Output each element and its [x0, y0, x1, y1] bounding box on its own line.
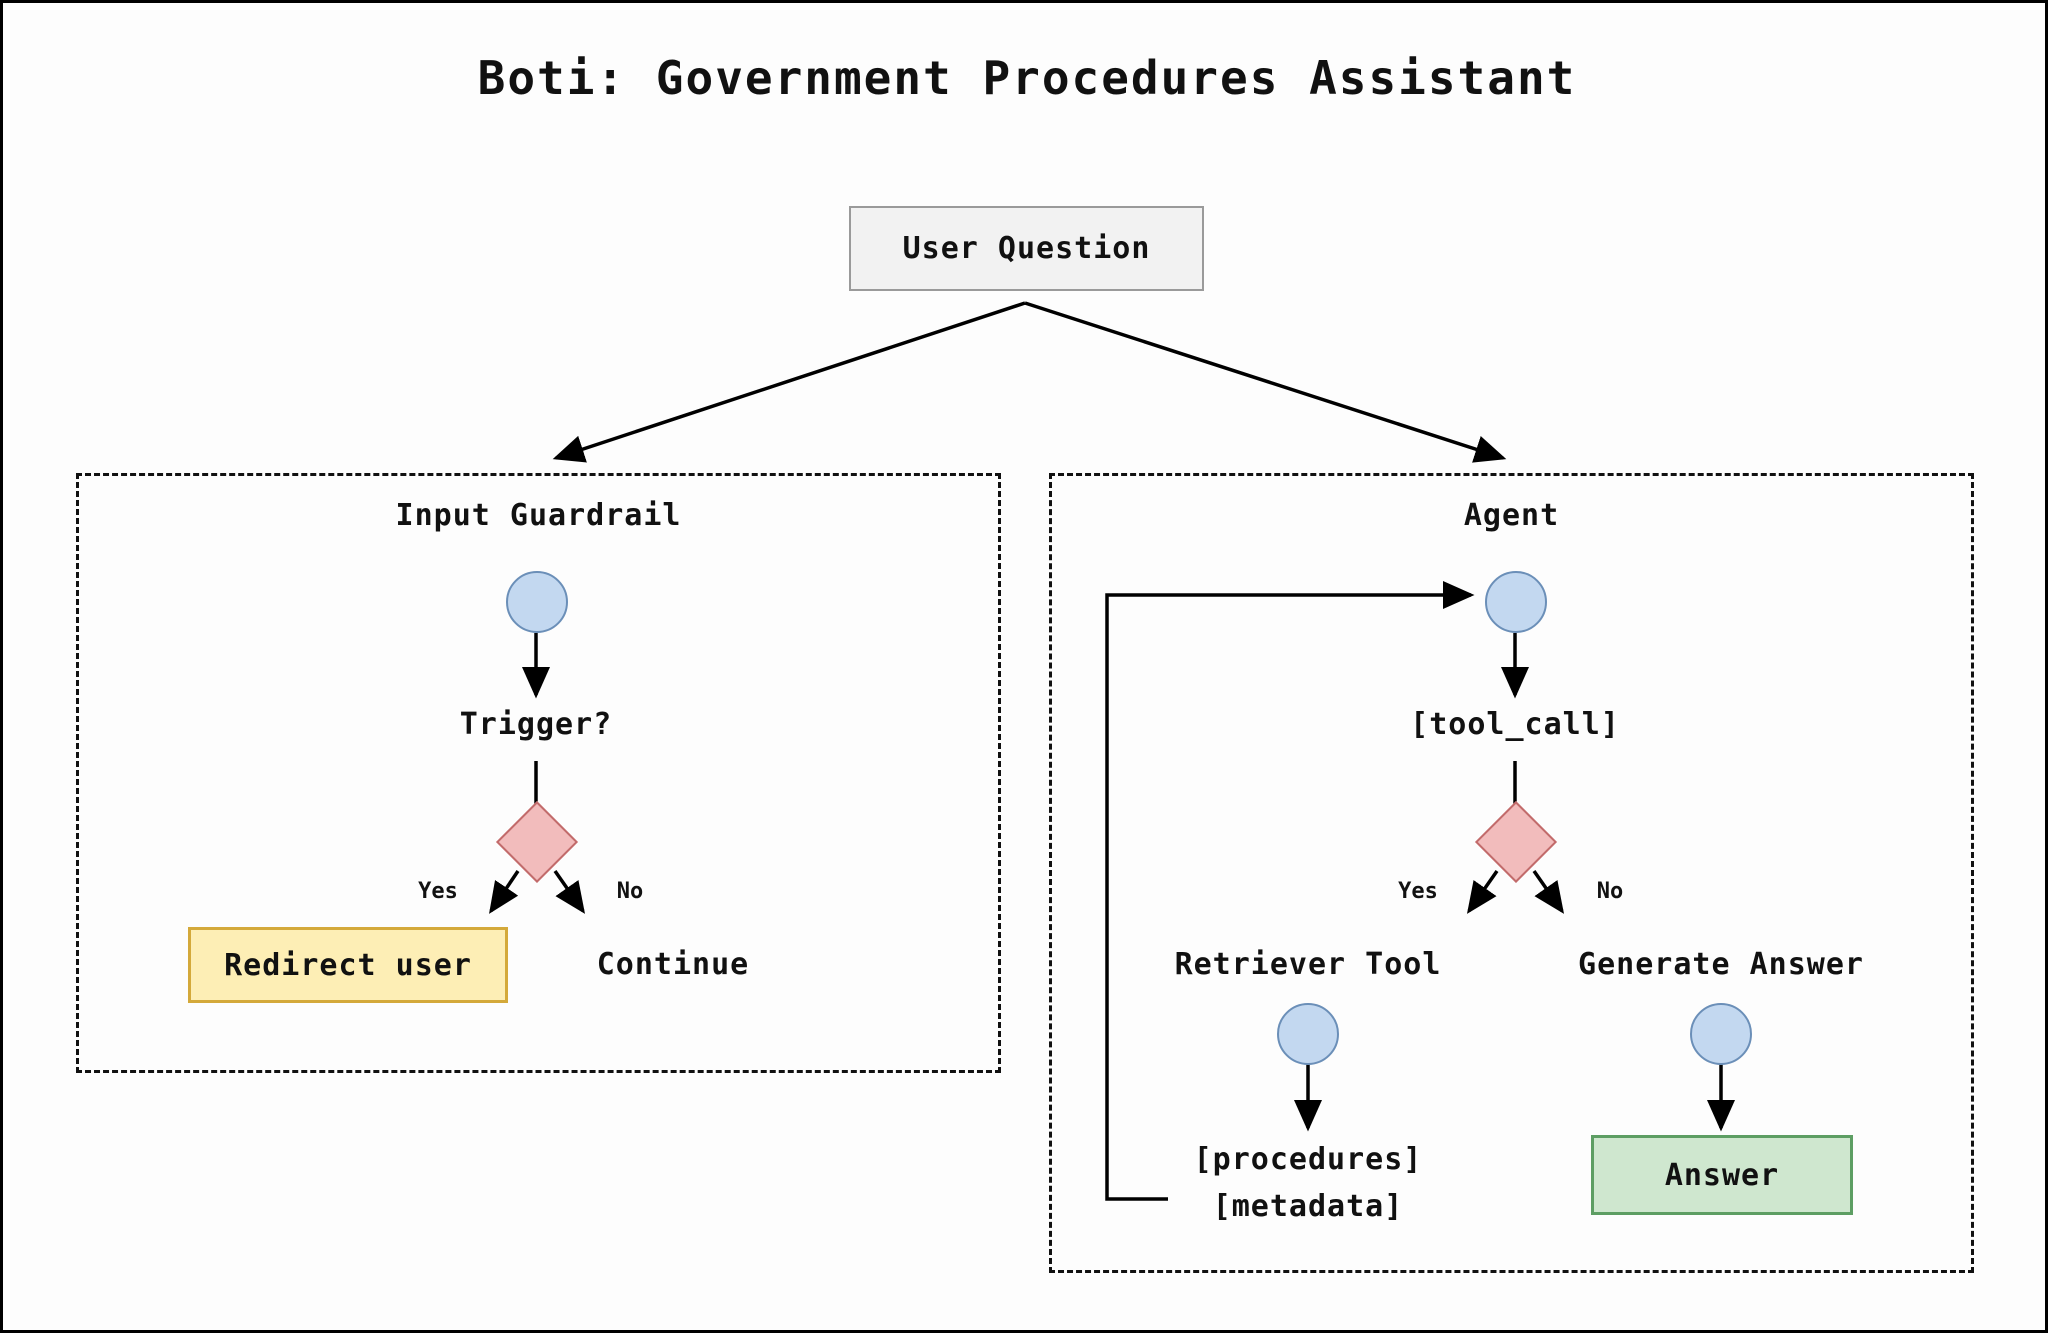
- node-answer[interactable]: [1591, 1135, 1853, 1215]
- agent-yes-label: Yes: [1398, 879, 1438, 904]
- group-input-guardrail-label: Input Guardrail: [395, 498, 682, 533]
- node-continue-label: Continue: [596, 947, 750, 982]
- guardrail-no-label: No: [616, 879, 644, 904]
- node-metadata-label: [metadata]: [1212, 1189, 1404, 1224]
- page-title: Boti: Government Procedures Assistant: [477, 51, 1577, 105]
- node-user-question[interactable]: [849, 206, 1204, 291]
- node-answer-label: Answer: [1664, 1157, 1780, 1193]
- group-agent-label: Agent: [1463, 498, 1560, 533]
- agent-start-circle[interactable]: [1485, 571, 1547, 633]
- node-trigger-label: Trigger?: [459, 707, 613, 742]
- node-generate-answer-label: Generate Answer: [1578, 947, 1864, 982]
- guardrail-start-circle[interactable]: [506, 571, 568, 633]
- guardrail-yes-label: Yes: [418, 879, 458, 904]
- node-procedures-label: [procedures]: [1193, 1142, 1423, 1177]
- retriever-tool-circle[interactable]: [1277, 1003, 1339, 1065]
- node-redirect-user[interactable]: [188, 927, 508, 1003]
- node-redirect-user-label: Redirect user: [224, 947, 472, 983]
- generate-answer-circle[interactable]: [1690, 1003, 1752, 1065]
- node-retriever-tool-label: Retriever Tool: [1174, 947, 1442, 982]
- node-tool-call-label: [tool_call]: [1410, 707, 1620, 742]
- agent-no-label: No: [1596, 879, 1624, 904]
- node-user-question-label: User Question: [902, 231, 1151, 266]
